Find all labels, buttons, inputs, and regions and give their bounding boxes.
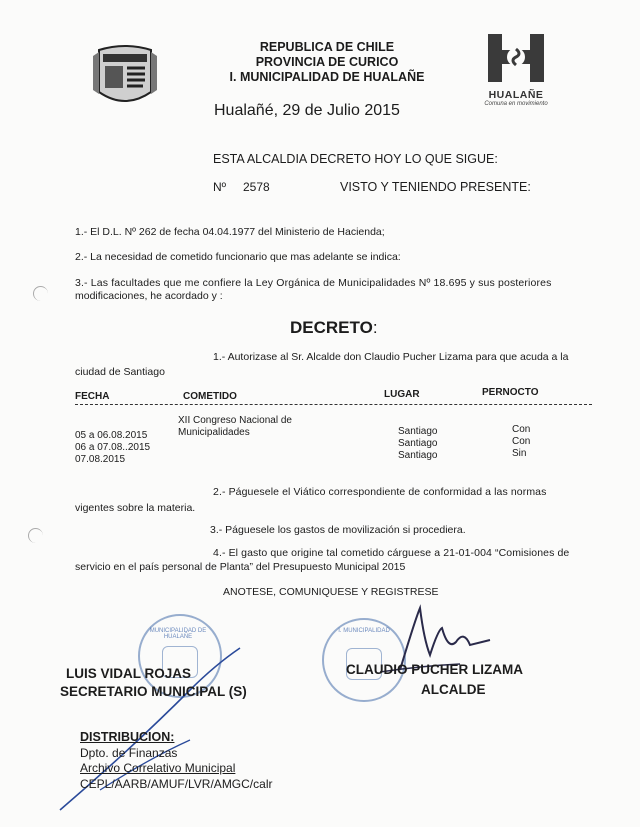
- table-cell-pernocto: Con: [512, 436, 531, 447]
- logo-text: HUALAÑE: [488, 89, 544, 101]
- point-1-line-2: ciudad de Santiago: [75, 366, 165, 378]
- distribucion-title: DISTRIBUCION:: [80, 730, 175, 744]
- signatory-left-name: LUIS VIDAL ROJAS: [66, 666, 192, 681]
- logo-tagline: Comuna en movimiento: [484, 101, 548, 107]
- signatory-right-title: ALCALDE: [421, 682, 486, 697]
- table-header-fecha: FECHA: [75, 391, 110, 402]
- point-1-line-1: 1.- Autorizase al Sr. Alcalde don Claudio Pucher Lizama para que acuda a la: [213, 351, 569, 363]
- considerando-2: 2.- La necesidad de cometido funcionario que mas adelante se indica:: [75, 251, 401, 263]
- signatory-left-title: SECRETARIO MUNICIPAL (S): [60, 684, 247, 699]
- distribucion-item: CEPL/AARB/AMUF/LVR/AMGC/calr: [80, 777, 273, 791]
- punch-hole-mark: [33, 286, 48, 301]
- stamp-right-text: I. MUNICIPALIDAD: [338, 628, 390, 634]
- header-line-1: REPUBLICA DE CHILE: [259, 40, 395, 54]
- table-cell-fecha: 07.08.2015: [75, 454, 126, 465]
- decree-number-label: Nº: [213, 180, 227, 194]
- table-cell-lugar: Santiago: [398, 450, 438, 461]
- signatory-right-name: CLAUDIO PUCHER LIZAMA: [346, 662, 523, 677]
- point-3: 3.- Páguesele los gastos de movilización si procediera.: [210, 524, 466, 536]
- table-cell-pernocto: Con: [512, 424, 531, 435]
- table-header-cometido: COMETIDO: [183, 391, 237, 402]
- point-4-line-2: servicio en el país personal de Planta” del Presupuesto Municipal 2015: [75, 561, 406, 573]
- decreto-title-text: DECRETO: [290, 318, 373, 337]
- table-cell-pernocto: Sin: [512, 448, 527, 459]
- table-cometido-1: XII Congreso Nacional de: [178, 415, 292, 426]
- distribucion-item: Archivo Correlativo Municipal: [80, 761, 236, 775]
- decreto-title: [290, 318, 378, 338]
- considerando-3-cont: modificaciones, he acordado y :: [75, 290, 223, 302]
- table-cometido-2: Municipalidades: [178, 427, 250, 438]
- considerando-1: 1.- El D.L. Nº 262 de fecha 04.04.1977 del Ministerio de Hacienda;: [75, 226, 385, 238]
- table-divider: [75, 404, 592, 405]
- hualane-logo-icon: [484, 32, 548, 84]
- stamp-left-text: MUNICIPALIDAD DE HUALAÑE: [149, 628, 207, 640]
- visto-heading: VISTO Y TENIENDO PRESENTE:: [340, 180, 531, 194]
- decreto-title-colon: :: [372, 318, 378, 337]
- coat-of-arms-icon: [93, 40, 157, 110]
- decree-number: 2578: [243, 180, 270, 194]
- point-4-line-1: 4.- El gasto que origine tal cometido cárguese a 21-01-004 “Comisiones de: [213, 547, 570, 559]
- point-2-line-2: vigentes sobre la materia.: [75, 502, 196, 514]
- punch-hole-mark: [28, 528, 43, 543]
- hualane-logo: [484, 32, 548, 107]
- table-cell-fecha: 06 a 07.08..2015: [75, 442, 151, 453]
- table-header-lugar: LUGAR: [384, 389, 420, 400]
- header-line-3: I. MUNICIPALIDAD DE HUALAÑE: [229, 70, 425, 84]
- table-header-pernocto: PERNOCTO: [482, 387, 539, 398]
- point-2-line-1: 2.- Páguesele el Viático correspondiente de conformidad a las normas: [213, 486, 547, 498]
- closing-line: ANOTESE, COMUNIQUESE Y REGISTRESE: [223, 586, 439, 598]
- decree-intro: ESTA ALCALDIA DECRETO HOY LO QUE SIGUE:: [213, 152, 498, 166]
- date-line: Hualañé, 29 de Julio 2015: [214, 102, 400, 119]
- table-cell-lugar: Santiago: [398, 426, 438, 437]
- table-cell-fecha: 05 a 06.08.2015: [75, 430, 148, 441]
- header-line-2: PROVINCIA DE CURICO: [255, 55, 399, 69]
- distribucion-item: Dpto. de Finanzas: [80, 746, 178, 760]
- considerando-3: 3.- Las facultades que me confiere la Ley Orgánica de Municipalidades Nº 18.695 y sus posteriores: [75, 277, 552, 289]
- table-cell-lugar: Santiago: [398, 438, 438, 449]
